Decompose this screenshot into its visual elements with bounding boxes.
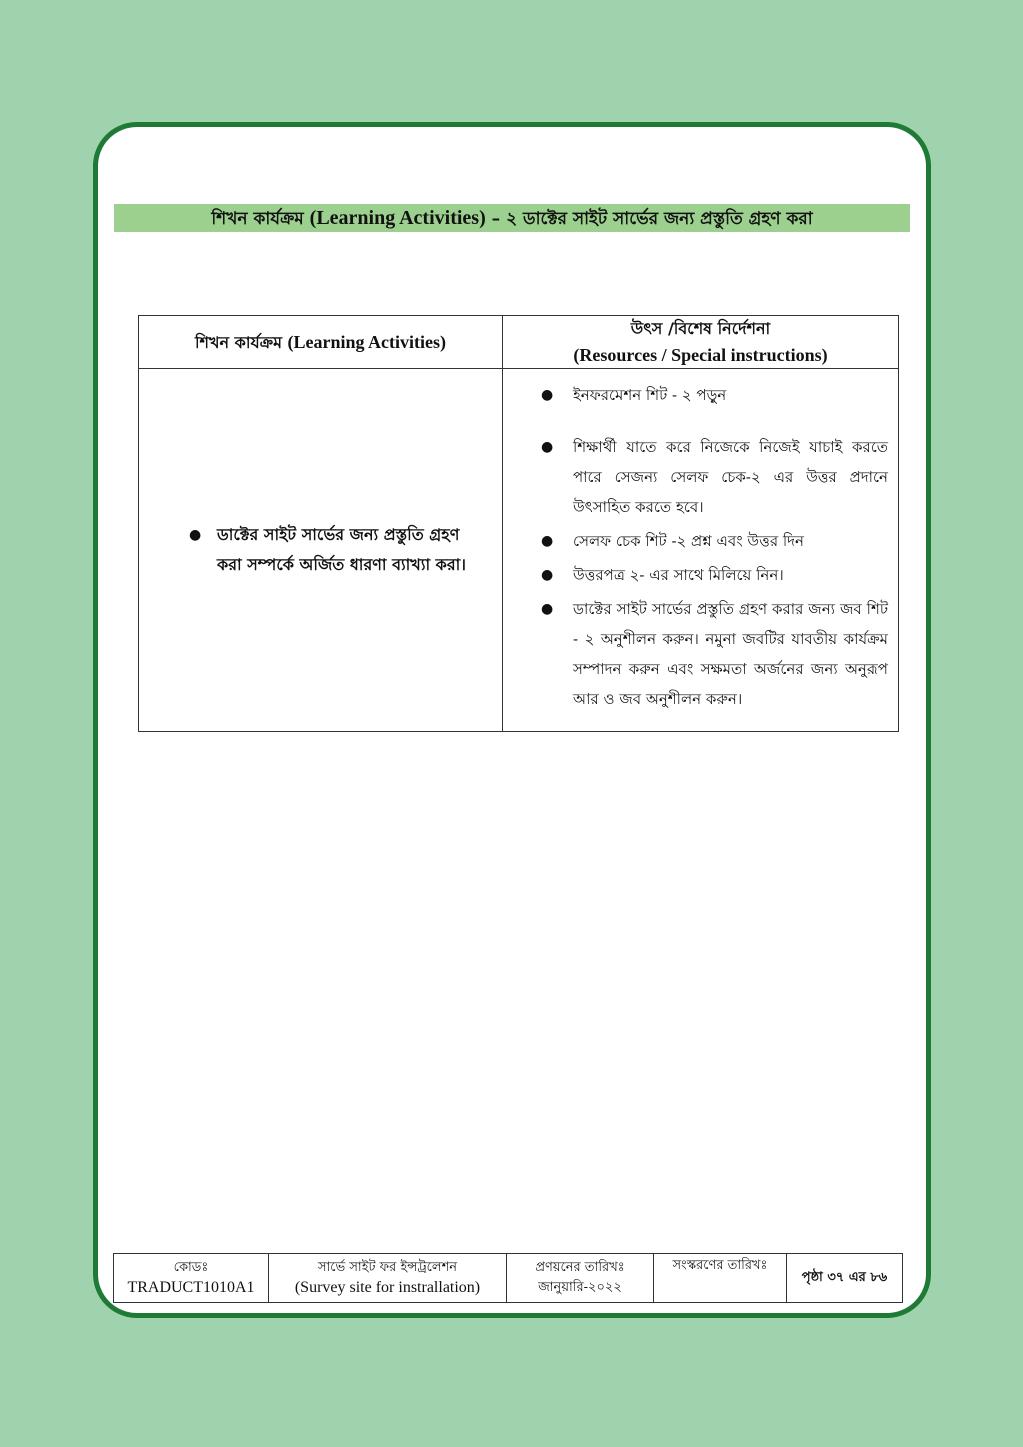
footer-course bbox=[269, 1254, 507, 1303]
header-left-bangla: শিখন কার্যক্রম bbox=[194, 332, 282, 352]
code-value: TRADUCT1010A1 bbox=[127, 1279, 255, 1296]
bullet-icon: ● bbox=[541, 387, 554, 403]
banner-english: (Learning Activities) bbox=[309, 207, 486, 229]
list-item bbox=[541, 432, 888, 522]
banner-suffix: – ২ ডাক্টের সাইট সার্ভের জন্য প্রস্তুতি গ্রহণ করা bbox=[485, 209, 813, 229]
list-item bbox=[541, 526, 888, 556]
resource-text: ইনফরমেশন শিট - ২ পড়ুন bbox=[573, 386, 727, 404]
code-label: কোডঃ bbox=[173, 1260, 209, 1275]
prepared-value: জানুয়ারি-২০২২ bbox=[538, 1280, 622, 1295]
activity-text: ডাক্টের সাইট সার্ভের জন্য প্রস্তুতি গ্রহণ করা সম্পর্কে অর্জিত ধারণা ব্যাখ্যা করা। bbox=[217, 525, 467, 574]
list-item bbox=[541, 560, 888, 590]
table-header-row bbox=[139, 316, 899, 369]
bullet-icon: ● bbox=[541, 567, 554, 583]
table-body-row bbox=[139, 369, 899, 732]
header-right-bangla: উৎস /বিশেষ নির্দেশনা bbox=[630, 319, 771, 338]
resource-text: সেলফ চেক শিট -২ প্রশ্ন এবং উত্তর দিন bbox=[573, 532, 804, 550]
footer-prepared-date bbox=[507, 1254, 654, 1303]
list-item bbox=[189, 520, 484, 580]
resource-text: শিক্ষার্থী যাতে করে নিজেকে নিজেই যাচাই করতে পারে সেজন্য সেলফ চেক-২ এর উত্তর প্রদানে উৎসাহিত করতে হবে। bbox=[573, 438, 888, 516]
footer-revision-date bbox=[654, 1254, 787, 1303]
header-left-english: (Learning Activities) bbox=[287, 331, 447, 352]
header-right-english: (Resources / Special instructions) bbox=[573, 345, 828, 365]
bullet-icon: ● bbox=[189, 527, 202, 543]
resources-cell bbox=[503, 369, 899, 732]
footer-row bbox=[114, 1254, 903, 1303]
list-item bbox=[541, 380, 888, 410]
resources-list bbox=[541, 380, 888, 714]
page-footer bbox=[113, 1253, 903, 1303]
course-english: (Survey site for instrallation) bbox=[294, 1279, 481, 1296]
learning-activities-table bbox=[138, 315, 899, 732]
prepared-label: প্রণয়নের তারিখঃ bbox=[535, 1260, 625, 1275]
list-item bbox=[541, 594, 888, 714]
resource-text: ডাক্টের সাইট সার্ভের প্রস্তুতি গ্রহণ করার জন্য জব শিট - ২ অনুশীলন করুন। নমুনা জবটির যাবতীয় কার্যক্রম সম্পাদন করুন এবং সক্ষমতা অর্জনের জন্য অনুরূপ আর ও জব অনুশীলন করুন। bbox=[573, 600, 888, 708]
bullet-icon: ● bbox=[541, 439, 554, 455]
resource-text: উত্তরপত্র ২- এর সাথে মিলিয়ে নিন। bbox=[573, 566, 784, 584]
course-bangla: সার্ভে সাইট ফর ইন্সট্রলেশন bbox=[317, 1260, 458, 1275]
revision-label: সংস্করণের তারিখঃ bbox=[672, 1258, 768, 1273]
bullet-icon: ● bbox=[541, 601, 554, 617]
activities-cell bbox=[139, 369, 503, 732]
bullet-icon: ● bbox=[541, 533, 554, 549]
footer-code bbox=[114, 1254, 269, 1303]
banner-prefix: শিখন কার্যক্রম bbox=[211, 209, 304, 229]
title-banner bbox=[114, 204, 910, 232]
footer-page-number: পৃষ্ঠা ৩৭ এর ৮৬ bbox=[787, 1254, 903, 1303]
activities-list bbox=[189, 520, 484, 580]
header-resources bbox=[503, 316, 899, 369]
header-learning-activities bbox=[139, 316, 503, 369]
